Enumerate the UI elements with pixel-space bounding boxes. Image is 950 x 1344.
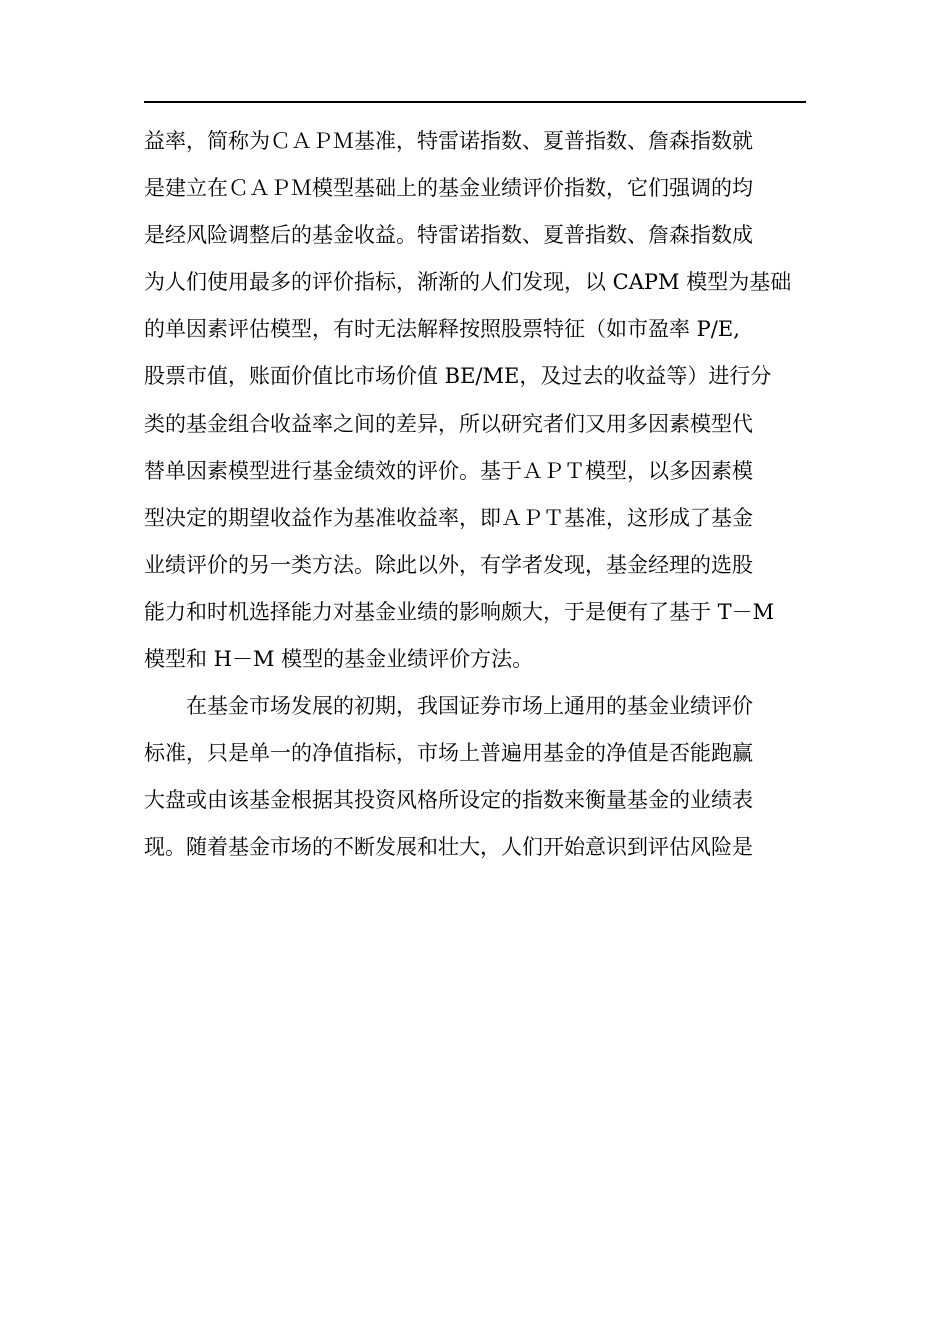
text-line: 是建立在ＣＡＰＭ模型基础上的基金业绩评价指数，它们强调的均	[144, 176, 753, 201]
text-line: 模型和 H－M 模型的基金业绩评价方法。	[144, 647, 534, 672]
text-line: 股票市值，账面价值比市场价值 BE/ME，及过去的收益等）进行分	[144, 364, 772, 389]
header-rule	[144, 101, 806, 103]
text-line: 是经风险调整后的基金收益。特雷诺指数、夏普指数、詹森指数成	[144, 223, 753, 248]
text-line: 类的基金组合收益率之间的差异，所以研究者们又用多因素模型代	[144, 411, 753, 436]
text-line: 标准，只是单一的净值指标，市场上普遍用基金的净值是否能跑赢	[144, 741, 753, 766]
text-line: 大盘或由该基金根据其投资风格所设定的指数来衡量基金的业绩表	[144, 788, 753, 813]
text-line: 能力和时机选择能力对基金业绩的影响颇大，于是便有了基于 T－M	[144, 599, 775, 624]
text-line: 替单因素模型进行基金绩效的评价。基于ＡＰＴ模型，以多因素模	[144, 458, 753, 483]
text-line: 业绩评价的另一类方法。除此以外，有学者发现，基金经理的选股	[144, 552, 753, 577]
text-line: 的单因素评估模型，有时无法解释按照股票特征（如市盈率 P/E,	[144, 317, 740, 342]
text-line: 为人们使用最多的评价指标，渐渐的人们发现，以 CAPM 模型为基础	[144, 270, 792, 295]
text-line: 型决定的期望收益作为基准收益率，即ＡＰＴ基准，这形成了基金	[144, 505, 753, 530]
paragraph-2	[144, 683, 810, 871]
paragraph-1	[144, 118, 810, 683]
text-line: 现。随着基金市场的不断发展和壮大，人们开始意识到评估风险是	[144, 835, 753, 860]
body-text	[144, 118, 810, 872]
text-line: 益率，简称为ＣＡＰＭ基准，特雷诺指数、夏普指数、詹森指数就	[144, 129, 753, 153]
text-line: 在基金市场发展的初期，我国证券市场上通用的基金业绩评价	[186, 694, 753, 719]
